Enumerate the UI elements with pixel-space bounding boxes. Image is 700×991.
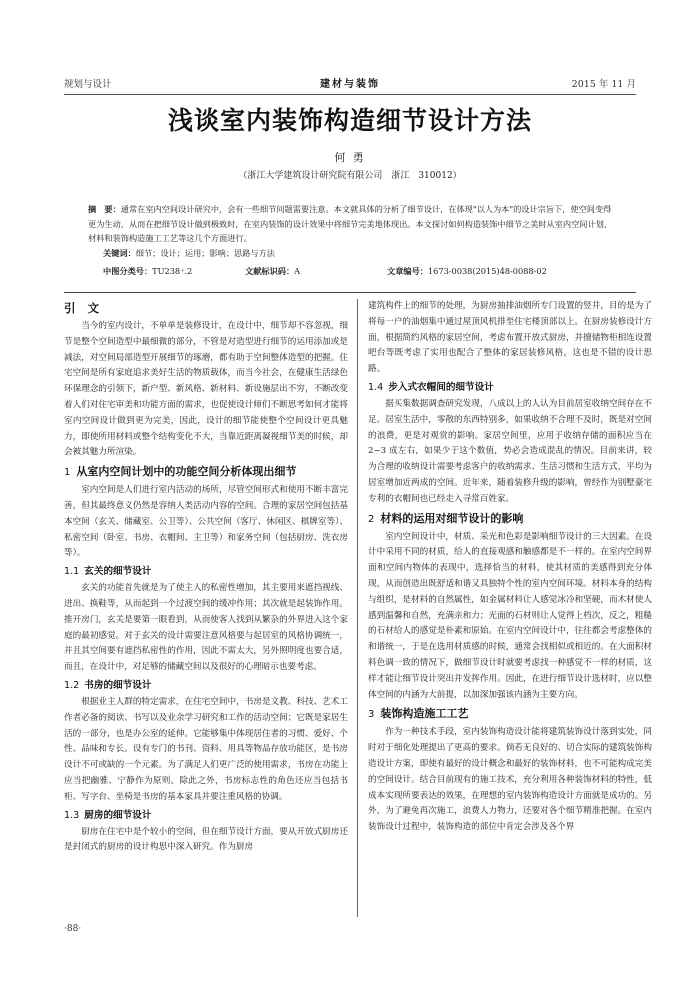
column-divider	[357, 299, 358, 917]
right-column	[368, 299, 652, 836]
clc-label: 中图分类号：	[103, 266, 153, 276]
section-number: 1.3	[64, 809, 80, 821]
section-title: 玄关的细节设计	[84, 566, 152, 578]
section-title: 装饰构造施工工艺	[380, 707, 469, 721]
section-2-paragraph: 室内空间设计中，材质、采光和色彩是影响细节设计的三大因素。在设计中采用不同的材质，给人的直接观感和触感都是不一样的。在室内空间界面和空间内物体的表现中，选择恰当的材料，使其材质的美感得到充分体现，从而创造出既舒适和谐又具独特个性的室内空间环境。材料本身的结构与组织，是材料的自然属性，如金属材料让人感觉冰冷和坚硬，而木材使人感到温馨和自然，充满亲和力；光面的石材则让人觉得上档次，反之，粗糙的石材给人的感觉是朴素和原始。在室内空间设计中，往往都会考虑整体的和谐统一，于是在选用材质感的时候，通常会找相似或相近的。在大面积材料色调一致的情况下，做细节设计时就要考虑找一种感觉不一样的材质，这样才能让细节设计突出并发挥作用。因此，在进行细节设计选材时，应以整体空间的内涵为大前提，以加深加强该内涵为主要方向。	[368, 531, 652, 700]
section-number: 1	[64, 467, 71, 479]
section-1-2-paragraph: 根据业主人群的特定需求，在住宅空间中，书房是文教、科技、艺术工作者必备的阅读、书写以及业余学习研究和工作的活动空间；它既是家居生活的一部分，也是办公室的延伸。它能够集中体现居住者的习惯、爱好、个性、品味和专长。设有专门的书刊、资料、用具等物品存放功能区，是书房设计不可或缺的一个元素。为了满足人们更广泛的使用需求，书房在功能上应当把幽雅、宁静作为原则。除此之外，书房标志性的角色还应当包括书柜、写字台、坐椅是书房的基本家具并要注重风格的协调。	[64, 696, 348, 802]
clc-code	[103, 266, 193, 277]
abstract-label: 摘 要：	[88, 204, 121, 214]
section-1-3-paragraph: 厨房在住宅中是个较小的空间，但在细节设计方面，要从开放式厨房还是封闭式的厨房的设计构思中深入研究。作为厨房	[64, 826, 348, 853]
doc-value: A	[294, 266, 301, 276]
page-number: ·88·	[64, 924, 82, 934]
section-3-paragraph: 作为一种技术手段，室内装饰构造设计能将建筑装饰设计落到实处，同时对于细化处理提出了更高的要求。倘若无良好的、切合实际的建筑装饰构造设计方案，即使有最好的设计概念和最好的装饰材料，也不可能构成完美的空间设计。结合目前现有的施工技术，充分利用各种装饰材料的特性，低成本实现所要表达的效果，在理想的室内装饰构造设计方面就是成功的。另外，为了避免再次施工，浪费人力物力，还要对各个细节精准把握。在室内装饰设计过程中，装饰构造的部位中肯定会涉及各个界	[368, 727, 652, 833]
keywords	[103, 248, 618, 259]
article-label: 文章编号：	[387, 266, 428, 276]
article-title: 浅谈室内装饰构造细节设计方法	[167, 106, 532, 135]
article-value: 1673-0038(2015)48-0088-02	[427, 266, 547, 276]
article-number	[387, 266, 547, 277]
abstract-text: 通常在室内空间设计研究中，会有一些细节问题需要注意。本文就具体的分析了细节设计，在体现"以人为本"的设计宗旨下，使空间变得更为生动，从而在把细节设计做到极致时，在室内装饰的设计效果中将细节完美地体现出。本文探讨如何构造装饰中细节之美时从室内空间计划、材料和装饰构造施工工艺等这几个方面进行。	[88, 204, 613, 244]
section-title: 材料的运用对细节设计的影响	[380, 511, 524, 525]
header-left: 规划与设计	[64, 79, 112, 90]
abstract	[88, 202, 618, 246]
section-number: 1.1	[64, 566, 80, 578]
clc-value: TU238⁺.2	[152, 266, 193, 276]
header-divider	[64, 292, 636, 293]
author: 何 勇	[334, 151, 366, 164]
intro-paragraph: 当今的室内设计，不单单是装修设计，在设计中，细节却不容忽视，细节是整个空间造型中最细微的部分，不管是对造型进行细节的运用添加或是减法，对空间局部造型开展细节的琢磨，都有助于空间整体造型的把握。住宅空间是所有家庭追求美好生活的物质载体，而当今社会，在健康生活绿色环保理念的引领下，新户型、新风格、新材料、新设施层出不穷，不断改变着人们对住宅审美和功能方面的需求，也促使设计师们不断思考如何才能将室内空间设计做到更为完美，因此，设计的细节能使整个空间设计更具魅力，即使所用材料或整个结构变化不大，当靠近距离凝视细节美的时候，却会被其魅力所渲染。	[64, 321, 348, 458]
continued-paragraph: 建筑构件上的细节的处理，为厨房抽排油烟所专门设置的竖井，目的是为了将每一户的油烟集中通过屋顶风机排至住宅楼顶部以上。在厨房装修设计方面，根据简约风格的家居空间，考虑布置开放式厨房，并擅储物柜相连设置吧台等既考虑了实用也配合了整体的家居装修风格，这也是不错的设计思路。	[368, 301, 652, 375]
section-1-1-heading	[64, 563, 348, 580]
section-1-4-heading	[368, 379, 652, 396]
section-1-3-heading	[64, 807, 348, 824]
doc-label: 文献标识码：	[245, 266, 295, 276]
section-title: 步入式衣帽间的细节设计	[388, 381, 494, 393]
section-1-heading	[64, 462, 348, 482]
running-header	[64, 74, 636, 95]
section-title: 从室内空间计划中的功能空间分析体现出细节	[76, 465, 297, 479]
section-number: 3	[368, 709, 375, 721]
section-1-1-paragraph: 玄关的功能首先就是为了使主人的私密性增加，其主要用来遮挡视线、进出、换鞋等，从而起到一个过渡空间的缓冲作用；其次就是起装饰作用。推开房门，玄关是要第一眼看到，从而使客人找到从繁杂的外界进入这个家庭的最初感觉。对于玄关的设计需要注意风格要与起居室的风格协调统一，并且其空间要有遮挡私密性的作用，因此不需太大，另外照明度也要合适，而且，在设计中，对足够的储藏空间以及很好的心理暗示也要考虑。	[64, 583, 348, 673]
header-date: 2015 年 11 月	[571, 79, 636, 90]
section-number: 1.2	[64, 679, 80, 691]
journal-name: 建材与装饰	[320, 79, 380, 90]
classification-codes	[103, 266, 618, 280]
doc-code	[245, 266, 301, 277]
section-3-heading	[368, 704, 652, 724]
intro-heading: 引 文	[64, 301, 104, 315]
section-1-4-paragraph: 据买集数据调查研究发现，八成以上的人认为目前居室收纳空间存在不足。居室生活中，零散的东西特别多，如果收纳不合理不及时，既是对空间的浪费，更是对观赏的影响。家居空间里，应用于收纳存储的面积应当在 2~3 成左右，如果少于这个数值，势必会造成混乱的情况。目前来讲，较为合理的收纳设计需要考虑客户的收纳需求、生活习惯和生活方式，平均为居室增加近两成的空间。近年来，随着装修升级的影响，曾经作为别墅豪宅专利的衣帽间也已经走入寻常百姓家。	[368, 398, 652, 504]
section-number: 1.4	[368, 381, 384, 393]
section-title: 厨房的细节设计	[84, 809, 152, 821]
affiliation: （浙江大学建筑设计研究院有限公司 浙江 310012）	[238, 171, 462, 181]
section-number: 2	[368, 513, 375, 525]
section-1-paragraph: 室内空间是人们进行室内活动的场所，尽管空间形式和使用不断丰富完善，但其最终意义仍然是容纳人类活动内容的空间。合理的家居空间包括基本空间（玄关、储藏室、公卫等）、公共空间（客厅、休闲区、棋牌室等）、私密空间（卧室、书房、衣帽间、主卫等）和家务空间（包括厨房、洗衣房等）。	[64, 485, 348, 559]
section-title: 书房的细节设计	[84, 679, 152, 691]
section-1-2-heading	[64, 677, 348, 694]
keywords-text: 细节；设计；运用；影响；思路与方法	[135, 248, 275, 258]
section-2-heading	[368, 509, 652, 529]
left-column	[64, 299, 348, 856]
keywords-label: 关键词：	[103, 248, 136, 258]
